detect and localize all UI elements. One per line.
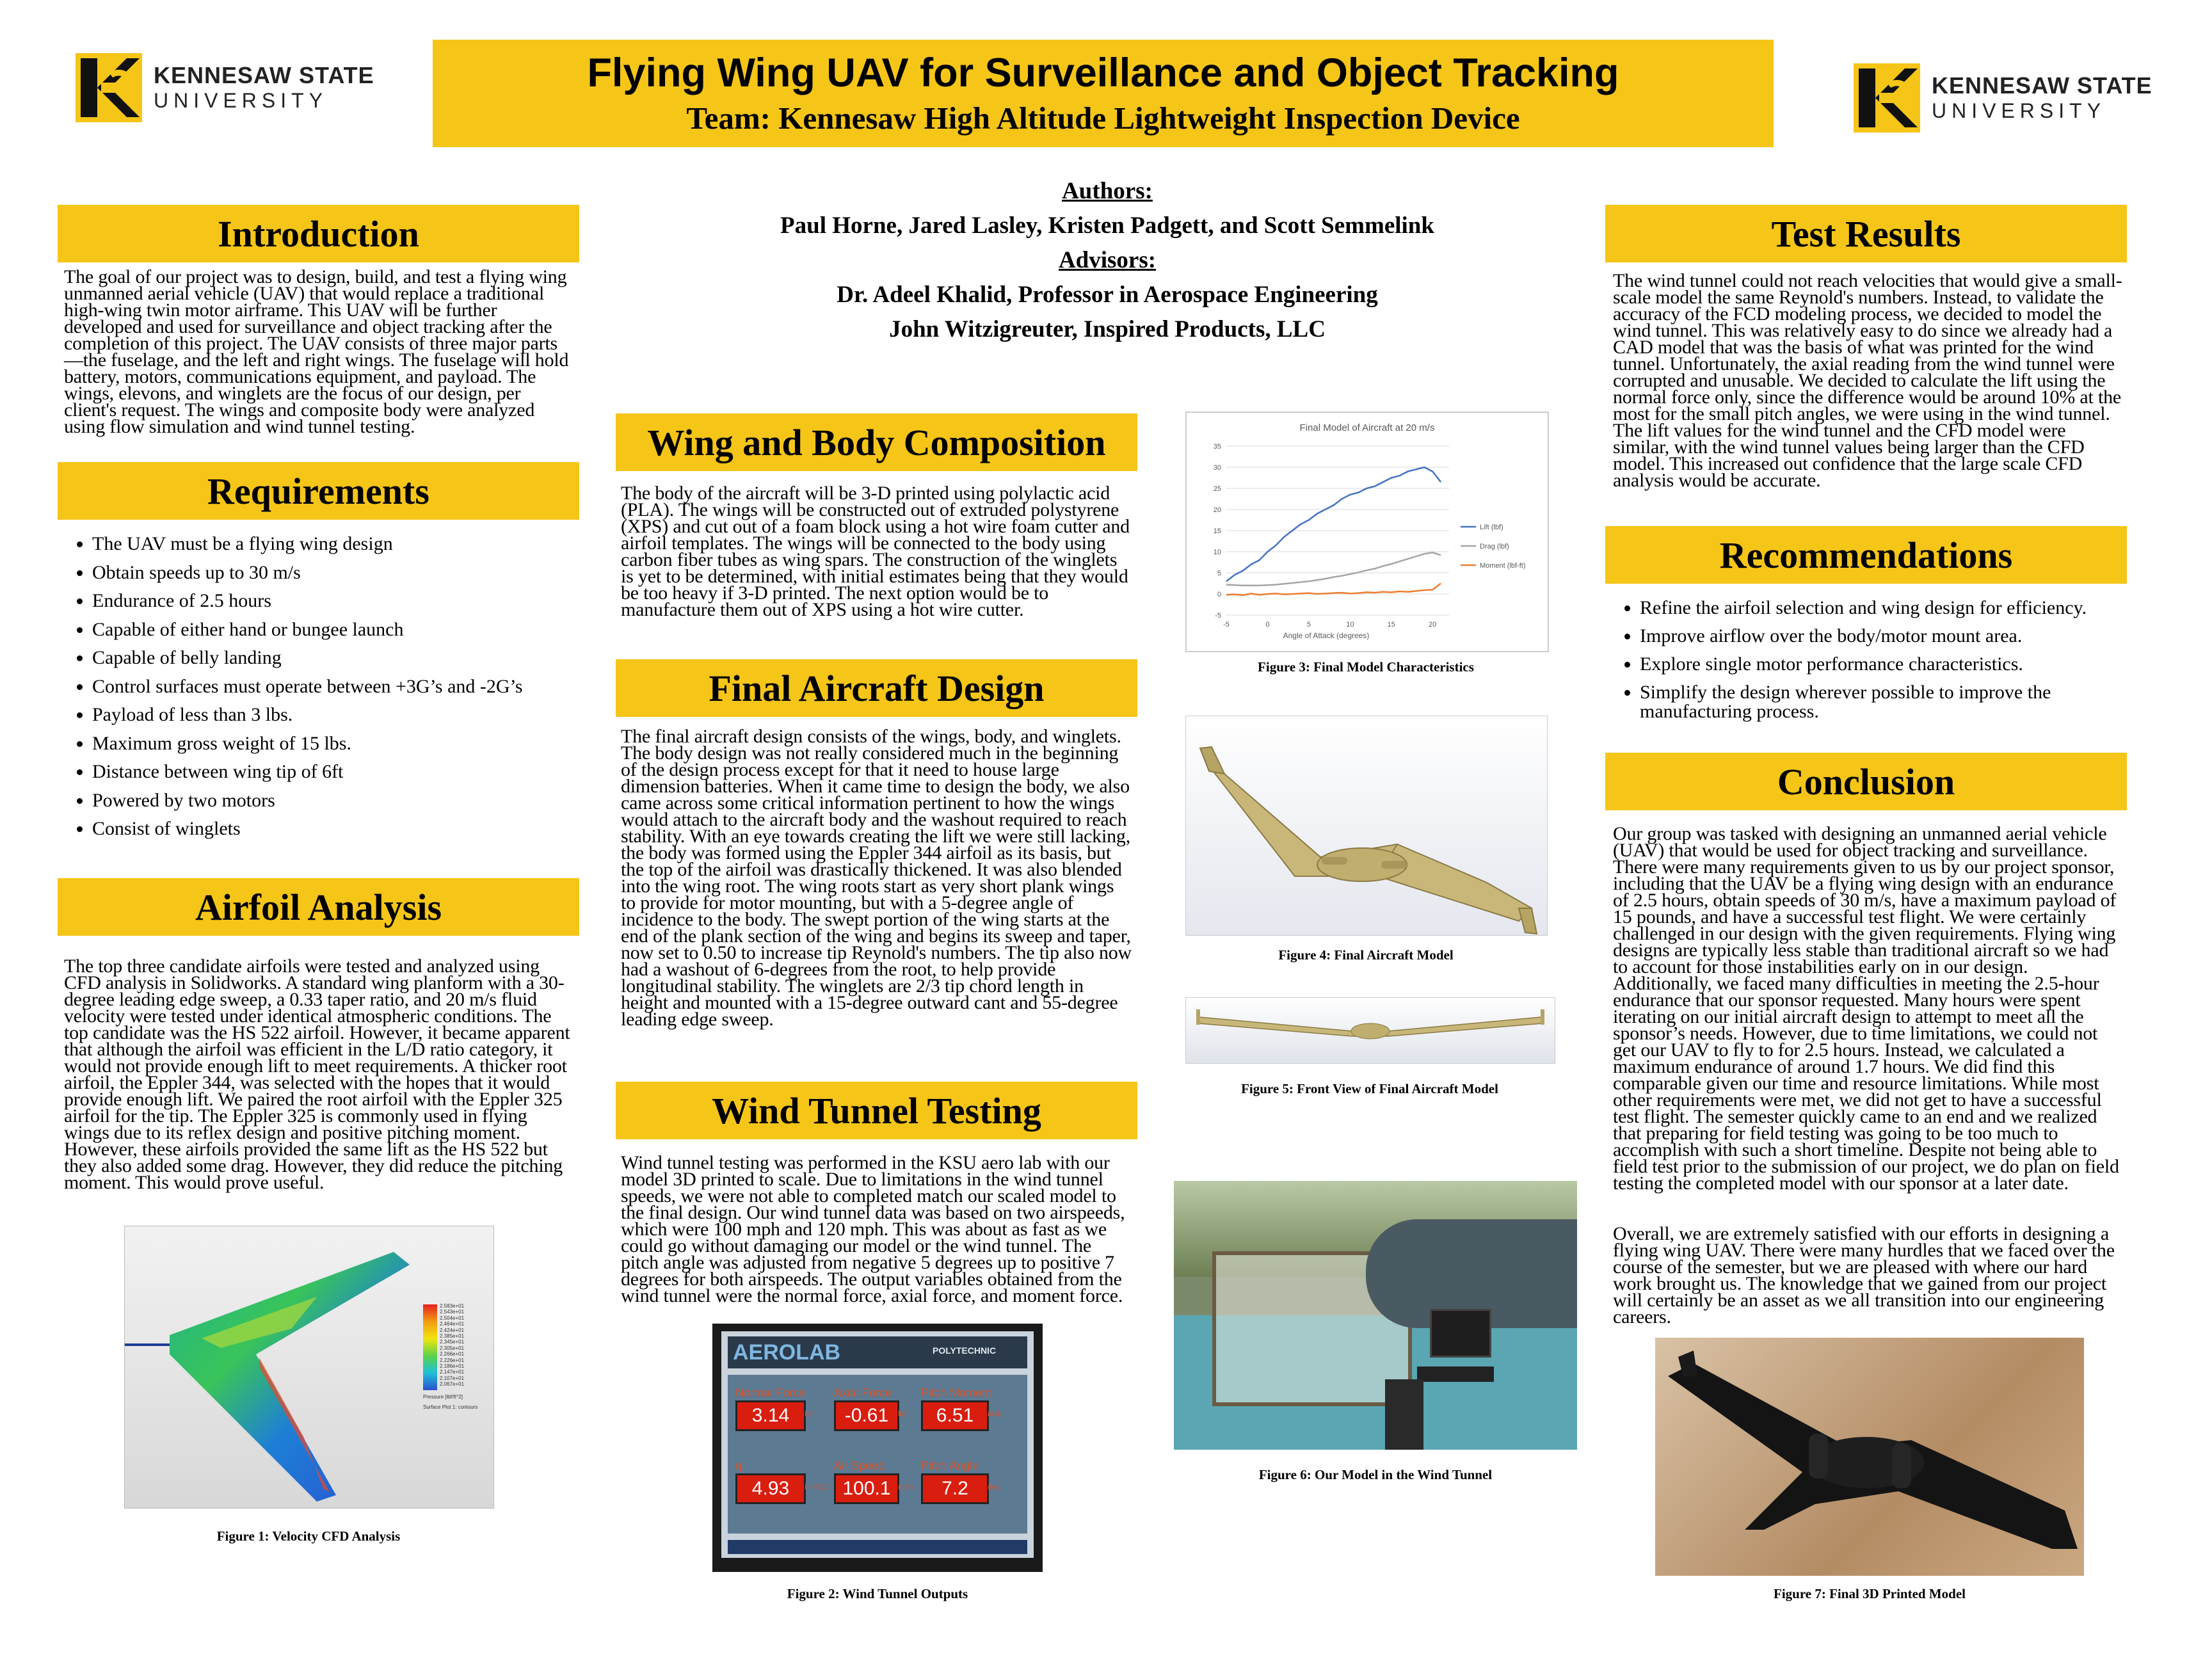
airfoil-text: The top three candidate airfoils were tested and analyzed using CFD analysis in Solidworks. A standard wing planform with a 30-degree leading edge sweep, a 0.33 taper ratio, and 20 m/s fluid velocity were tested under identical atmospheric conditions. The top candidate was the HS 522 airfoil. However, it became apparent that although the airfoil was efficient in the L/D ratio category, it would not provide enough lift to meet requirements. A thicker root airfoil, the Eppler 344, was selected with the hopes that it would provide enough lift. We paired the root airfoil with the Eppler 325 airfoil for the tip. The Eppler 325 is commonly used in flying wings due to its reflex design and positive pitching moment. However, these airfoils provided the same lift as the HS 522 but they also added some drag. However, they did reduce the pitching moment. This would prove useful.	[64, 956, 570, 1193]
chart-ytick-label: 5	[1217, 570, 1221, 577]
chart-series-line-0	[1226, 467, 1441, 581]
final-design-text: The final aircraft design consists of the wings, body, and winglets. The body design was not really considered much in the beginning of the design process except for that it need to house large dimension batteries. When it came time to design the body, we also came across some critical information pertinent to how the wings would attach to the aircraft body and the washout required to reach stability. With an eye towards creating the lift we were still lacking, the body was formed using the Eppler 344 airfoil as its basis, but the top of the airfoil was drastically thickened. It was also blended into the wing root. The wing roots start as very short plank wings to provide for motor mounting, but with a 5-degree angle of incidence to the body. The swept portion of the wing starts at the end of the plank section of the wing and begins its sweep and taper, now set to 0.50 to increase tip Reynold's numbers. The tip also now had a washout of 6-degrees from the root, to help provide longitudinal stability. The winglets are 2/3 tip chord length in height and mounted with a 15-degree outward cant and 55-degree leading edge sweep.	[621, 726, 1132, 1030]
pitch-angle-label: Pitch Angle	[921, 1459, 979, 1472]
chart-xtick-label: 20	[1429, 621, 1437, 629]
chart-ytick-label: 20	[1213, 506, 1221, 514]
aerolab-brand: AEROLAB	[733, 1340, 841, 1365]
requirement-item: • The UAV must be a flying wing design	[92, 530, 611, 559]
chart-series-line-1	[1226, 552, 1441, 585]
requirement-item: • Powered by two motors	[92, 787, 611, 815]
figure-4-model	[1185, 716, 1548, 936]
introduction-heading: Introduction	[58, 205, 579, 262]
figure-7-photo	[1655, 1338, 2084, 1576]
recommendation-item: • Simplify the design wherever possible to improve the manufacturing process.	[1640, 683, 2158, 721]
chart-legend-label: Drag (lbf)	[1480, 543, 1509, 550]
wind-tunnel-text: Wind tunnel testing was performed in the KSU aero lab with our model 3D printed to scale. Due to limitations in the wind tunnel speeds, we were not able to completed match our scaled model to the final design. Our wind tunnel data was based on two airspeeds, which were 100 mph and 120 mph. This was about as fast as we could go without damaging our model or the wind tunnel. The pitch angle was adjusted from negative 5 degrees up to positive 7 degrees for both airspeeds. The output variables obtained from the wind tunnel were the normal force, axial force, and moment force.	[621, 1152, 1125, 1306]
introduction-text: The goal of our project was to design, build, and test a flying wing unmanned aerial vehicle (UAV) that would replace a traditional high-wing twin motor airframe. This UAV will be further developed and used for surveillance and object tracking after the completion of this project. The UAV consists of three major parts—the fuselage, and the left and right wings. The fuselage will hold battery, motors, communications equipment, and payload. The wings, elevons, and winglets are the focus of our design, per client's request. The wings and composite body were analyzed using flow simulation and wind tunnel testing.	[64, 266, 569, 437]
ksu-logo-icon	[1854, 63, 1920, 132]
chart-ytick-label: 30	[1213, 464, 1221, 472]
chart-ytick-label: -5	[1215, 612, 1221, 620]
axial-force-value: -0.61	[834, 1400, 899, 1431]
ksu-logo-right	[1854, 63, 2152, 133]
poster-title: Flying Wing UAV for Surveillance and Object Tracking	[587, 51, 1619, 95]
airfoil-heading: Airfoil Analysis	[58, 878, 579, 936]
authors-label: Authors:	[1062, 178, 1153, 204]
chart-xlabel: Angle of Attack (degrees)	[1283, 631, 1370, 640]
authors-names: Paul Horne, Jared Lasley, Kristen Padgett, and Scott Semmelink	[780, 212, 1434, 239]
test-results-heading: Test Results	[1605, 205, 2127, 262]
recommendation-item: • Improve airflow over the body/motor mount area.	[1640, 627, 2158, 646]
chart-ytick-label: 0	[1217, 591, 1221, 598]
chart-legend-label: Moment (lbf-ft)	[1480, 562, 1526, 570]
pitch-moment-unit: in-lb	[988, 1409, 1002, 1418]
requirement-item: • Payload of less than 3 lbs.	[92, 701, 611, 730]
conclusion-text-2: Overall, we are extremely satisfied with our efforts in designing a flying wing UAV. There were many hurdles that we faced over the course of the semester, but we are pleased with where our hard work brought us. The knowledge that we gained from our project will certainly be an asset as we all transition into our engineering careers.	[1613, 1223, 2115, 1327]
chart-xtick-label: -5	[1223, 621, 1230, 629]
conclusion-text-1: Our group was tasked with designing an unmanned aerial vehicle (UAV) that would be used for object tracking and surveillance. There were many requirements given to us by our project sponsor, including that the UAV be a flying wing design with an endurance of 2.5 hours, obtain speeds of 30 m/s, have a maximum payload of 15 pounds, and have a successful test flight. We were certainly challenged in our design with the given requirements. Flying wing designs are typically less stable than traditional aircraft so we had to account for those instabilities early on in our design. Additionally, we faced many difficulties in meeting the 2.5-hour endurance that our sponsor requested. Many hours were spent iterating on our initial aircraft design to attempt to meet all the sponsor’s needs. However, due to time limitations, we could not get our UAV to fly to for 2.5 hours. Instead, we calculated a maximum endurance of around 1.7 hours. We did find this comparable given our time and resource limitations. While most other requirements were met, we did not get to have a successful test flight. The semester quickly came to an end and we realized that preparing for field testing was going to be too much to accomplish with such a short timeline. Despite not being able to field test prior to the submission of our project, we do plan on field testing the completed model with our sponsor at a later date.	[1613, 823, 2119, 1194]
requirement-item: • Endurance of 2.5 hours	[92, 587, 611, 616]
cfd-wing-graphic	[125, 1226, 493, 1508]
poster-subtitle: Team: Kennesaw High Altitude Lightweight Inspection Device	[686, 100, 1520, 136]
wing-body-text: The body of the aircraft will be 3-D printed using polylactic acid (PLA). The wings will be constructed out of extruded polystyrene (XPS) and cut out of a foam block using a hot wire foam cutter and airfoil templates. The wings will be connected to the body using carbon fiber tubes as wing spars. The construction of the winglets is yet to be determined, with initial estimates being that they would be too heavy if 3-D printed. The next option would be to manufacture them out of XPS using a hot wire cutter.	[621, 483, 1130, 620]
figure-3-chart	[1185, 412, 1549, 652]
figure-2-panel	[712, 1324, 1043, 1572]
cfd-legend-title: Pressure [lbf/ft^2]	[423, 1394, 463, 1400]
normal-force-label: Normal Force	[735, 1386, 806, 1399]
figure-1-caption: Figure 1: Velocity CFD Analysis	[216, 1528, 401, 1544]
pitch-angle-value: 7.2	[921, 1473, 989, 1504]
ksu-logo-icon	[76, 53, 142, 122]
figure-1-cfd	[124, 1226, 494, 1509]
figure-4-caption: Figure 4: Final Aircraft Model	[1278, 947, 1454, 963]
logo-line1: KENNESAW STATE	[154, 62, 374, 88]
air-speed-unit: mph	[898, 1482, 913, 1491]
authors-block	[576, 174, 1639, 347]
figure-5-front-view	[1185, 997, 1555, 1064]
recommendations-list	[1607, 598, 2158, 721]
normal-force-value: 3.14	[735, 1400, 806, 1431]
panel-taskbar	[728, 1540, 1027, 1554]
figure-7-caption: Figure 7: Final 3D Printed Model	[1774, 1586, 1966, 1601]
requirements-list	[59, 530, 611, 844]
cfd-legend-sub: Surface Plot 1: contours	[423, 1404, 478, 1410]
logo-line1: KENNESAW STATE	[1932, 72, 2152, 99]
ksu-logo-left	[76, 52, 374, 123]
chart-ytick-label: 25	[1213, 485, 1221, 493]
final-design-heading: Final Aircraft Design	[616, 659, 1137, 717]
aircraft-model-graphic	[1186, 716, 1547, 935]
normal-force-unit: lbf	[805, 1409, 813, 1418]
chart-title: Final Model of Aircraft at 20 m/s	[1299, 422, 1435, 433]
chart-xtick-label: 15	[1387, 621, 1395, 629]
chart-ytick-label: 35	[1213, 443, 1221, 451]
figure-3-caption: Figure 3: Final Model Characteristics	[1258, 659, 1474, 675]
panel-screen	[721, 1331, 1034, 1558]
test-results-text: The wind tunnel could not reach velocities that would give a small-scale model the same Reynold's numbers. Instead, to validate the accuracy of the FCD modeling process, we decided to model the wind tunnel. This was relatively easy to do since we already had a CAD model that was the basis of what was printed for the wind tunnel. Unfortunately, the axial reading from the wind tunnel were corrupted and unusable. We decided to calculate the lift using the normal force only, since the difference would be around 10% at the most for the small pitch angles, we were using in the wind tunnel. The lift values for the wind tunnel and the CFD model were similar, with the wind tunnel values being larger than the CFD model. This increased out confidence that the large scale CFD analysis would be accurate.	[1613, 270, 2122, 491]
advisors-label: Advisors:	[1058, 247, 1157, 273]
axial-force-unit: lbf	[898, 1409, 906, 1418]
q-value: 4.93	[735, 1473, 806, 1504]
advisor-1: Dr. Adeel Khalid, Professor in Aerospace Engineering	[837, 282, 1378, 308]
requirement-item: • Control surfaces must operate between +3G’s and -2G’s	[92, 673, 611, 701]
figure-6-photo	[1174, 1181, 1577, 1450]
q-unit: in H2O	[805, 1482, 829, 1491]
requirement-item: • Maximum gross weight of 15 lbs.	[92, 730, 611, 758]
chart-xtick-label: 0	[1265, 621, 1270, 629]
title-banner	[433, 40, 1774, 147]
air-speed-value: 100.1	[834, 1473, 899, 1504]
figure-2-caption: Figure 2: Wind Tunnel Outputs	[787, 1586, 968, 1601]
recommendation-item: • Refine the airfoil selection and wing design for efficiency.	[1640, 598, 2158, 618]
requirement-item: • Capable of belly landing	[92, 644, 611, 673]
axial-force-label: Axial Force	[834, 1386, 892, 1399]
chart-svg	[1187, 413, 1548, 651]
requirement-item: • Consist of winglets	[92, 815, 611, 844]
chart-legend-label: Lift (lbf)	[1480, 524, 1503, 531]
requirements-heading: Requirements	[58, 462, 579, 520]
printed-model-graphic	[1655, 1338, 2084, 1576]
wing-body-heading: Wing and Body Composition	[616, 413, 1137, 471]
figure-5-caption: Figure 5: Front View of Final Aircraft Model	[1241, 1081, 1498, 1096]
chart-ytick-label: 15	[1213, 527, 1221, 535]
chart-xtick-label: 5	[1306, 621, 1311, 629]
requirement-item: • Capable of either hand or bungee launch	[92, 616, 611, 645]
front-view-graphic	[1186, 998, 1555, 1063]
pitch-moment-value: 6.51	[921, 1400, 989, 1431]
logo-line2: UNIVERSITY	[154, 89, 328, 112]
cfd-color-legend	[423, 1304, 437, 1390]
recommendations-heading: Recommendations	[1605, 526, 2127, 584]
conclusion-heading: Conclusion	[1605, 753, 2127, 810]
advisor-2: John Witzigreuter, Inspired Products, LLC	[889, 316, 1326, 342]
recommendation-item: • Explore single motor performance characteristics.	[1640, 655, 2158, 674]
chart-ytick-label: 10	[1213, 549, 1221, 556]
chart-xtick-label: 10	[1346, 621, 1354, 629]
figure-6-caption: Figure 6: Our Model in the Wind Tunnel	[1258, 1467, 1493, 1482]
pitch-moment-label: Pitch Moment	[921, 1386, 992, 1399]
wind-tunnel-heading: Wind Tunnel Testing	[616, 1082, 1137, 1139]
air-speed-label: Air Speed	[834, 1459, 885, 1472]
cfd-legend-values: 2.583e+01 2.543e+01 2.504e+01 2.464e+01 2.424e+01 2.385e+01 2.345e+01 2.305e+01 2.266e+01 2.226e+01 2.186e+01 2.147e+01 2.107e+01 2.067e+01	[440, 1303, 465, 1388]
requirement-item: • Distance between wing tip of 6ft	[92, 758, 611, 787]
pitch-angle-unit: deg	[988, 1482, 1001, 1491]
logo-line2: UNIVERSITY	[1932, 99, 2106, 122]
requirement-item: • Obtain speeds up to 30 m/s	[92, 559, 611, 588]
polytechnic-label: POLYTECHNIC	[933, 1345, 997, 1356]
q-label: q	[735, 1459, 742, 1472]
